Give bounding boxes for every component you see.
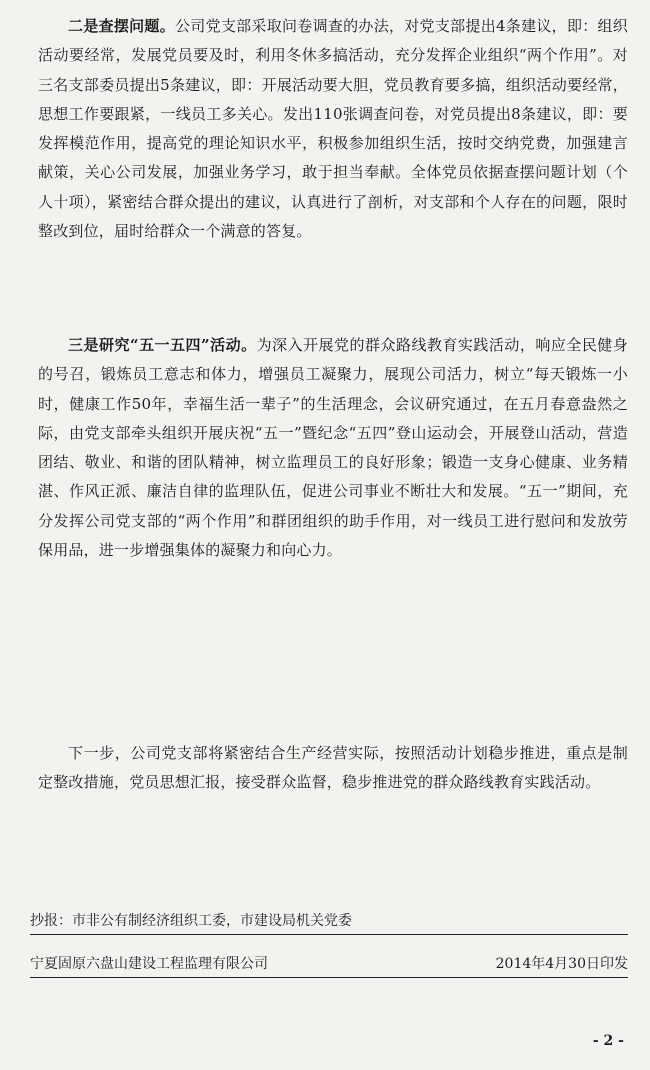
- cc-recipients: 抄报：市非公有制经济组织工委，市建设局机关党委: [30, 913, 352, 929]
- footer-divider-top: [30, 934, 628, 935]
- issue-date: 2014年4月30日印发: [495, 956, 628, 972]
- paragraph-body: 公司党支部采取问卷调查的办法，对党支部提出4条建议，即：组织活动要经常，发展党员要及时，利用冬休多搞活动，充分发挥企业组织“两个作用”。对三名支部委员提出5条建议，即：开展活动要大胆，党员教育要多搞，组织活动要经常，思想工作要跟紧，一线员工多关心。发出110张调查问卷，对党员提出8条建议，即：要发挥模范作用，提高党的理论知识水平，积极参加组织生活，按时交纳党费，加强建言献策，关心公司发展，加强业务学习，敢于担当奉献。全体党员依据查摆问题计划（个人十项），紧密结合群众提出的建议，认真进行了剖析，对支部和个人存在的问题，限时整改到位，届时给群众一个满意的答复。: [38, 17, 629, 241]
- paragraph-activity: [38, 331, 628, 565]
- paragraph-body: 下一步，公司党支部将紧密结合生产经营实际，按照活动计划稳步推进，重点是制定整改措施，党员思想汇报，接受群众监督，稳步推进党的群众路线教育实践活动。: [38, 744, 628, 792]
- paragraph-lead: 三是研究“五一五四”活动。: [68, 336, 257, 354]
- issuer-line: [30, 953, 628, 973]
- page-number: - 2 -: [592, 1033, 624, 1049]
- footer-divider-bottom: [30, 977, 628, 978]
- paragraph-body: 为深入开展党的群众路线教育实践活动，响应全民健身的号召，锻炼员工意志和体力，增强员工凝聚力，展现公司活力，树立“每天锻炼一小时，健康工作50年，幸福生活一辈子”的生活理念，会议研究通过，在五月春意盎然之际，由党支部牵头组织开展庆祝“五一”暨纪念“五四”登山运动会，开展登山活动，营造团结、敬业、和谐的团队精神，树立监理员工的良好形象；锻造一支身心健康、业务精湛、作风正派、廉洁自律的监理队伍，促进公司事业不断壮大和发展。“五一”期间，充分发挥公司党支部的“两个作用”和群团组织的助手作用，对一线员工进行慰问和发放劳保用品，进一步增强集体的凝聚力和向心力。: [38, 336, 628, 560]
- issuer-organization: 宁夏固原六盘山建设工程监理有限公司: [30, 956, 268, 972]
- paragraph-investigation: [38, 12, 628, 246]
- paragraph-next-step: [38, 739, 628, 798]
- paragraph-lead: 二是查摆问题。: [68, 17, 175, 35]
